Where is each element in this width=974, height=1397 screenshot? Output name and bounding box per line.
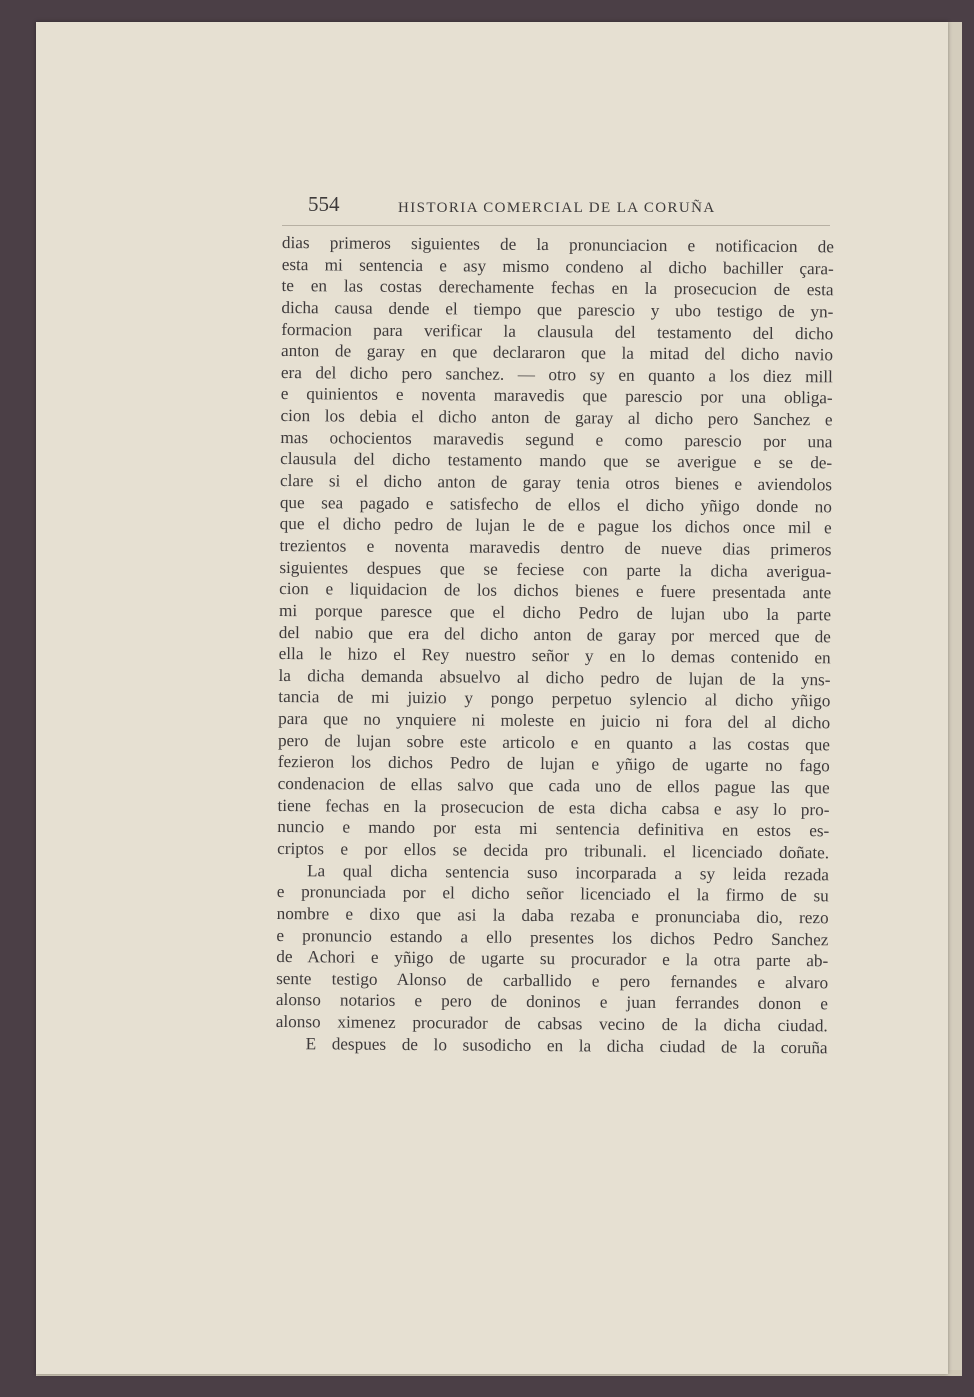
body-text (276, 232, 834, 1059)
text-line: alonso ximenez procurador de cabsas vecino de la dicha ciudad. (275, 1012, 828, 1036)
text-line: e pronuncio estando a ello presentes los dichos Pedro Sanchez (276, 925, 829, 949)
text-line: del nabio que era del dicho anton de garay por merced que de (278, 622, 831, 646)
text-line: que sea pagado e satisfecho de ellos el dicho yñigo donde no (279, 492, 832, 517)
text-line: tiene fechas en la prosecucion de esta dicha cabsa e asy lo pro- (277, 795, 830, 819)
text-line: que el dicho pedro de lujan le de e pague los dichos once mil e (279, 514, 832, 538)
running-title: HISTORIA COMERCIAL DE LA CORUÑA (398, 200, 716, 216)
text-line: clare si el dicho anton de garay tenia otros bienes e aviendolos (279, 471, 833, 495)
text-line: e pronunciada por el dicho señor licenciado el la firmo de su (276, 882, 829, 906)
text-line: condenacion de ellas salvo que cada uno de ellos pague las que (277, 773, 830, 798)
text-line: anton de garay en que declararon que la mitad del dicho navio (280, 341, 834, 365)
text-line: clausula del dicho testamento mando que se averigue e se de- (280, 449, 833, 473)
text-line: mi porque paresce que el dicho Pedro de lujan ubo la parte (278, 600, 832, 625)
text-line: ella le hizo el Rey nuestro señor y en lo demas contenido en (278, 644, 831, 668)
text-line: de Achori e yñigo de ugarte su procurador e la otra parte ab- (276, 947, 829, 971)
text-line: nuncio e mando por esta mi sentencia definitiva en estos es- (277, 817, 830, 841)
header-rule (282, 225, 830, 226)
text-line: alonso notarios e pero de doninos e juan ferrandes donon e (275, 990, 829, 1014)
page-number: 554 (308, 192, 340, 216)
text-line: cion los debia el dicho anton de garay al dicho pero Sanchez e (280, 406, 833, 430)
text-line: te en las costas derechamente fechas en la prosecucion de esta (281, 276, 834, 300)
text-line: fezieron los dichos Pedro de lujan e yñigo de ugarte no fago (277, 752, 830, 776)
text-line: era del dicho pero sanchez. — otro sy en quanto a los diez mill (280, 362, 833, 387)
text-line: sente testigo Alonso de carballido e pero fernandes e alvaro (276, 968, 829, 993)
text-line: e quinientos e noventa maravedis que parescio por una obliga- (280, 384, 833, 408)
text-line: para que no ynquiere ni moleste en juicio ni fora del al dicho (278, 709, 831, 733)
text-line: cion e liquidacion de los dichos bienes e fuere presentada ante (279, 579, 832, 603)
paragraph-first-line: E despues de lo susodicho en la dicha ciudad de la coruña (305, 1033, 828, 1058)
text-line: la dicha demanda absuelvo al dicho pedro de lujan de la yns- (278, 665, 831, 690)
text-line: dias primeros siguientes de la pronunciacion e notificacion de (281, 232, 834, 257)
text-line: pero de lujan sobre este articolo e en quanto a las costas que (277, 730, 831, 755)
text-line: tancia de mi juizio y pongo perpetuo sylencio al dicho yñigo (278, 687, 831, 711)
text-line: nombre e dixo que asi la daba rezaba e pronunciaba dio, rezo (276, 903, 829, 928)
paragraph-first-line: La qual dicha sentencia suso incorparada a sy leida rezada (306, 860, 830, 884)
text-line: criptos e por ellos se decida pro tribunali. el licenciado doñate. (277, 838, 830, 863)
page-header (308, 192, 828, 222)
text-line: formacion para verificar la clausula del testamento del dicho (281, 319, 834, 343)
text-line: mas ochocientos maravedis segund e como parescio por una (280, 427, 833, 452)
text-line: esta mi sentencia e asy mismo condeno al dicho bachiller çara- (281, 254, 834, 278)
text-line: siguientes despues que se feciese con parte la dicha averigua- (279, 557, 832, 581)
page-edge (948, 22, 962, 1374)
text-line: dicha causa dende el tiempo que parescio y ubo testigo de yn- (281, 297, 834, 322)
text-line: trezientos e noventa maravedis dentro de nueve dias primeros (279, 535, 832, 560)
